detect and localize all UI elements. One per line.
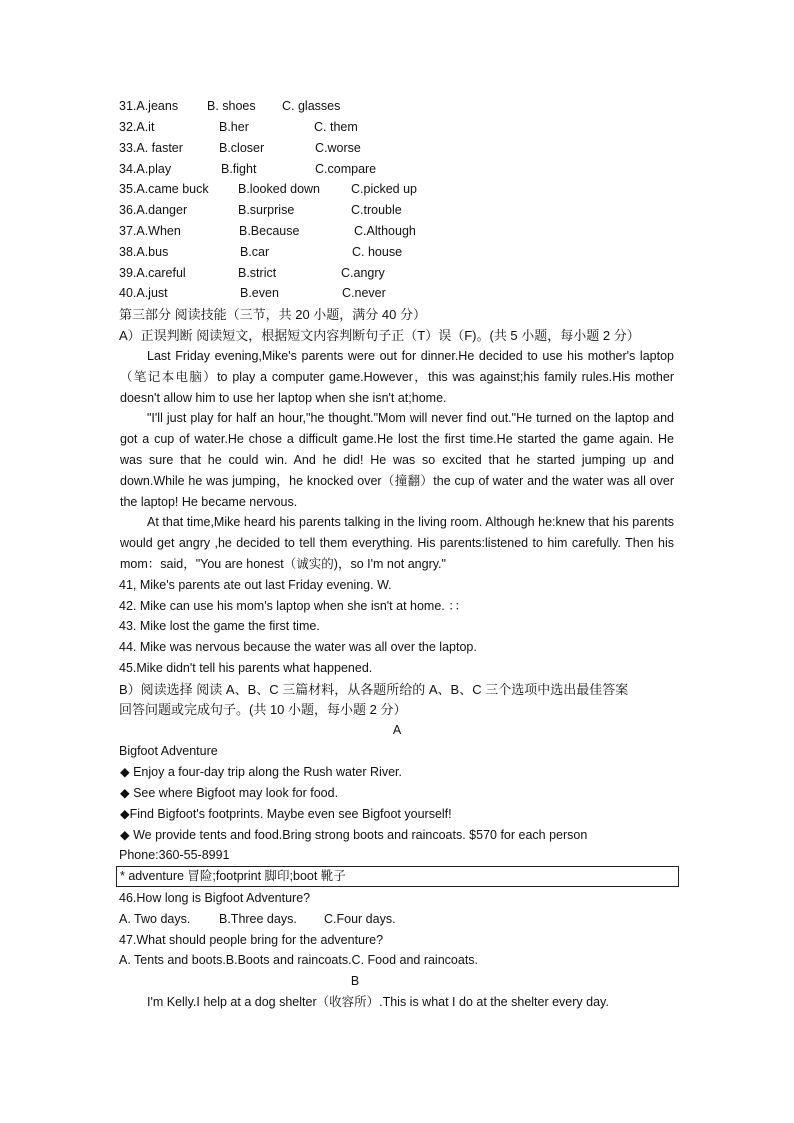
option-c: C.picked up <box>351 182 418 196</box>
option-a: 35.A.came buck <box>119 182 209 196</box>
passage-paragraph: At that time,Mike heard his parents talking in the living room. Although he:knew that his parents would get angry ,he decided to tell them everything. His parents:listened to him carefully. Then his mom：said，"You are honest（诚实的)，so I'm not angry." <box>120 515 674 571</box>
ad-bullet: ◆ We provide tents and food.Bring strong boots and raincoats. $570 for each person <box>120 828 588 842</box>
option-a: 34.A.play <box>119 162 172 176</box>
ad-bullet: ◆ Enjoy a four-day trip along the Rush water River. <box>120 765 402 779</box>
ad-phone: Phone:360-55-8991 <box>119 848 230 862</box>
ad-bullet: ◆ See where Bigfoot may look for food. <box>120 786 339 800</box>
ad-bullet: ◆Find Bigfoot's footprints. Maybe even see Bigfoot yourself! <box>120 807 452 821</box>
option-b: B.fight <box>221 162 257 176</box>
question: 47.What should people bring for the adventure? <box>119 933 384 947</box>
option-a: 32.A.it <box>119 120 155 134</box>
passage-paragraph: Last Friday evening,Mike's parents were out for dinner.He decided to use his mother's laptop （笔记本电脑）to play a computer game.However，this was against;his family rules.His mother doesn't allow him to use her laptop when she isn't at;home. <box>120 349 674 405</box>
option-a: 31.A.jeans <box>119 99 179 113</box>
option-c: C.Four days. <box>324 912 396 926</box>
option-a: 38.A.bus <box>119 245 169 259</box>
option-b: B.car <box>240 245 270 259</box>
option-c: C.compare <box>315 162 377 176</box>
ad-title: Bigfoot Adventure <box>119 744 218 758</box>
section-b-heading-cont: 回答问题或完成句子。(共 10 小题，每小题 2 分） <box>119 702 407 717</box>
part-heading: 第三部分 阅读技能（三节，共 20 小题，满分 40 分） <box>119 307 426 322</box>
option-a: A. Two days. <box>119 912 191 926</box>
option-b: B.her <box>219 120 249 134</box>
statement: 45.Mike didn't tell his parents what happened. <box>119 661 373 675</box>
option-b: B.looked down <box>238 182 321 196</box>
question-options: A. Tents and boots.B.Boots and raincoats.C. Food and raincoats. <box>119 953 479 967</box>
passage-paragraph: "I'll just play for half an hour,"he thought."Mom will never find out."He turned on the laptop and got a cup of water.He chose a difficult game.He lost the first time.He started the game again. He was sure that he could win. And he did! He was so excited that he started jumping up and down.While he was jumping，he knocked over（撞翻）the cup of water and the water was all over the laptop! He became nervous. <box>120 411 674 509</box>
option-b: B.surprise <box>238 203 295 217</box>
option-c: C. house <box>352 245 403 259</box>
option-a: 37.A.When <box>119 224 181 238</box>
option-b: B.even <box>240 286 279 300</box>
statement: 44. Mike was nervous because the water was all over the laptop. <box>119 640 477 654</box>
option-b: B. shoes <box>207 99 256 113</box>
option-c: C. glasses <box>282 99 341 113</box>
section-b-heading: B）阅读选择 阅读 A、B、C 三篇材料，从各题所给的 A、B、C 三个选项中选出最佳答案 <box>119 682 629 697</box>
option-b: B.strict <box>238 266 277 280</box>
statement: 43. Mike lost the game the first time. <box>119 619 320 633</box>
option-c: C.never <box>342 286 386 300</box>
section-a-heading: A）正误判断 阅读短文，根据短文内容判断句子正（T）误（F)。(共 5 小题，每小题 2 分） <box>119 328 640 343</box>
option-b: B.closer <box>219 141 265 155</box>
glossary-box: * adventure 冒险;footprint 脚印;boot 靴子 <box>116 866 679 887</box>
option-c: C. them <box>314 120 358 134</box>
option-b: B.Because <box>239 224 300 238</box>
passage-label-b: B <box>350 974 360 988</box>
passage-label-a: A <box>392 723 402 737</box>
option-b: B.Three days. <box>219 912 297 926</box>
option-c: C.worse <box>315 141 361 155</box>
option-a: 33.A. faster <box>119 141 183 155</box>
statement: 42. Mike can use his mom's laptop when she isn't at home. ：： <box>119 599 467 613</box>
statement: 41, Mike's parents ate out last Friday evening. W. <box>119 578 392 592</box>
question: 46.How long is Bigfoot Adventure? <box>119 891 311 905</box>
option-a: 40.A.just <box>119 286 168 300</box>
option-a: 39.A.careful <box>119 266 186 280</box>
passage-paragraph: I'm Kelly.I help at a dog shelter（收容所）.This is what I do at the shelter every day. <box>147 995 609 1009</box>
option-c: C.trouble <box>351 203 402 217</box>
option-c: C.Although <box>354 224 416 238</box>
option-a: 36.A.danger <box>119 203 188 217</box>
option-c: C.angry <box>341 266 385 280</box>
